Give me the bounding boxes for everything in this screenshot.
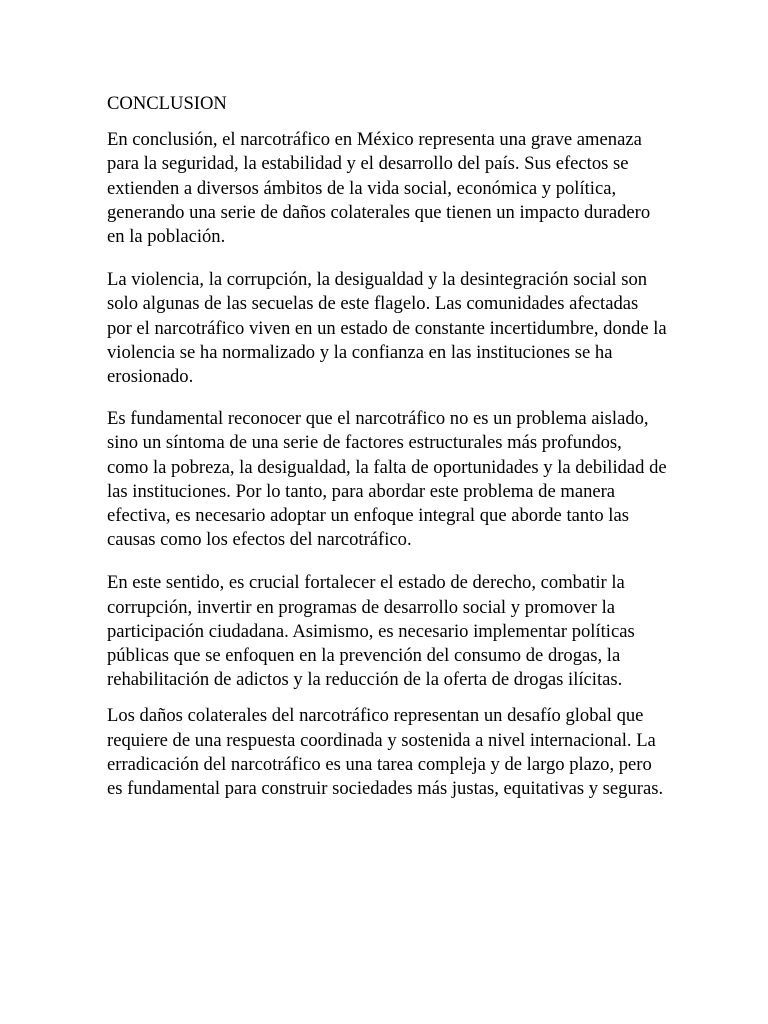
paragraph-structural-factors: Es fundamental reconocer que el narcotráfico no es un problema aislado, sino un síntoma de una serie de factores estructurales más profundos, como la pobreza, la desigualdad, la falta de oportunidades y la debilidad de las instituciones. Por lo tanto, para abordar este problema de manera efectiva, es necesario adoptar un enfoque integral que aborde tanto las causas como los efectos del narcotráfico.: [107, 408, 667, 551]
document-body: [107, 92, 667, 801]
document-heading: CONCLUSION: [107, 93, 227, 114]
paragraph-closing: Los daños colaterales del narcotráfico representan un desafío global que requiere de una respuesta coordinada y sostenida a nivel internacional. La erradicación del narcotráfico es una tarea compleja y de largo plazo, pero es fundamental para construir sociedades más justas, equitativas y seguras.: [107, 705, 664, 800]
paragraph-intro: En conclusión, el narcotráfico en México representa una grave amenaza para la seguridad, la estabilidad y el desarrollo del país. Sus efectos se extienden a diversos ámbitos de la vida social, económica y política, generando una serie de daños colaterales que tienen un impacto duradero en la población.: [107, 129, 651, 248]
paragraph-recommendations: En este sentido, es crucial fortalecer el estado de derecho, combatir la corrupción, invertir en programas de desarrollo social y promover la participación ciudadana. Asimismo, es necesario implementar políticas públicas que se enfoquen en la prevención del consumo de drogas, la rehabilitación de adictos y la reducción de la oferta de drogas ilícitas.: [107, 572, 635, 691]
paragraph-consequences: La violencia, la corrupción, la desigualdad y la desintegración social son solo algunas de las secuelas de este flagelo. Las comunidades afectadas por el narcotráfico viven en un estado de constante incertidumbre, donde la violencia se ha normalizado y la confianza en las instituciones se ha erosionado.: [107, 269, 667, 388]
